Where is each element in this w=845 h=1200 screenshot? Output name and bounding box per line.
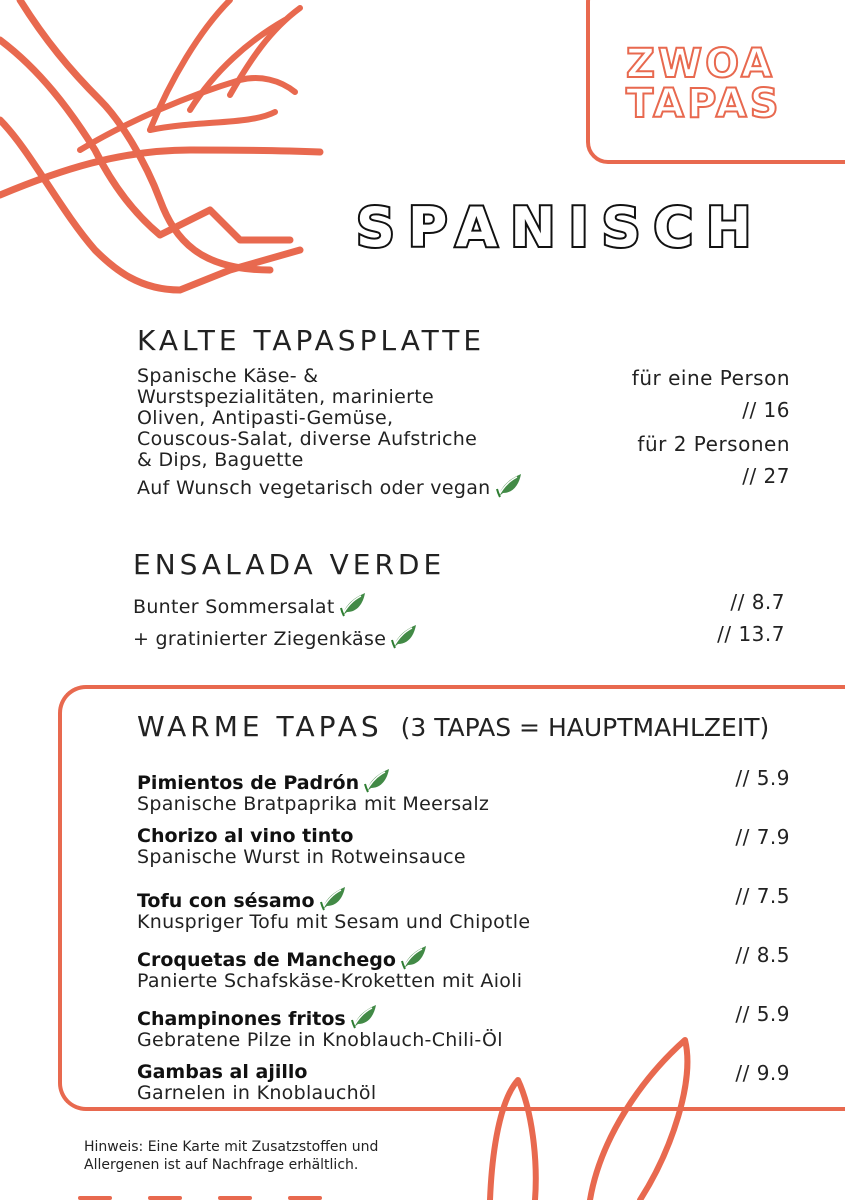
- kalte-desc-line: Couscous-Salat, diverse Aufstriche: [137, 428, 478, 450]
- item-description: Spanische Wurst in Rotweinsauce: [137, 846, 466, 868]
- item-name-text: Tofu con sésamo: [137, 890, 315, 912]
- item-name: Chorizo al vino tinto: [137, 825, 354, 847]
- kalte-desc-line: Wurstspezialitäten, marinierte: [137, 386, 434, 408]
- menu-item: [137, 943, 522, 992]
- kalte-price-2: // 27: [742, 464, 790, 488]
- item-description: Gebratene Pilze in Knoblauch-Chili-Öl: [137, 1029, 503, 1051]
- menu-item: [137, 825, 466, 868]
- item-description: Knuspriger Tofu mit Sesam und Chipotle: [137, 911, 531, 933]
- kalte-vegan-note: Auf Wunsch vegetarisch oder vegan: [137, 477, 491, 499]
- leaf-icon: [495, 471, 523, 499]
- item-name: Bunter Sommersalat: [133, 596, 335, 618]
- warme-subheading: (3 TAPAS = HAUPTMAHLZEIT): [400, 713, 770, 742]
- item-name: [137, 766, 489, 794]
- page-title: SPANISCH: [356, 196, 765, 259]
- leaf-icon: [339, 590, 367, 618]
- logo-line-2: TAPAS: [626, 81, 782, 127]
- kalte-price-1: // 16: [742, 398, 790, 422]
- kalte-price-label-1: für eine Person: [631, 366, 790, 390]
- kalte-description: [137, 366, 523, 499]
- warme-heading: WARME TAPAS: [137, 710, 383, 743]
- menu-item: [137, 884, 530, 933]
- item-price: // 9.9: [735, 1061, 790, 1085]
- item-price: // 7.9: [735, 825, 790, 849]
- section-heading-kalte: KALTE TAPASPLATTE: [137, 324, 486, 357]
- hint-line-2: Allergenen ist auf Nachfrage erhältlich.: [84, 1157, 359, 1173]
- kalte-desc-line: [137, 471, 523, 499]
- item-name: [137, 884, 530, 912]
- item-description: Garnelen in Knoblauchöl: [137, 1082, 377, 1104]
- item-price: // 5.9: [735, 766, 790, 790]
- menu-item: [137, 766, 489, 815]
- item-name-text: Champinones fritos: [137, 1008, 346, 1030]
- section-heading-warme: [137, 710, 769, 745]
- menu-item: [137, 1061, 376, 1104]
- kalte-desc-line: Spanische Käse- &: [137, 365, 319, 387]
- item-price: // 8.7: [730, 590, 785, 614]
- item-price: // 5.9: [735, 1002, 790, 1026]
- kalte-price-label-2: für 2 Personen: [637, 432, 790, 456]
- kalte-desc-line: & Dips, Baguette: [137, 449, 304, 471]
- menu-item: [137, 1002, 503, 1051]
- item-name: Gambas al ajillo: [137, 1061, 308, 1083]
- hint-line-1: Hinweis: Eine Karte mit Zusatzstoffen und: [84, 1139, 379, 1155]
- logo-line-1: ZWOA: [626, 41, 776, 87]
- item-price: // 13.7: [717, 622, 785, 646]
- leaf-icon: [363, 766, 391, 794]
- item-name: [137, 943, 522, 971]
- item-price: // 7.5: [735, 884, 790, 908]
- item-name-text: Pimientos de Padrón: [137, 772, 360, 794]
- item-name: + gratinierter Ziegenkäse: [133, 628, 387, 650]
- allergen-hint: [84, 1138, 378, 1174]
- item-name: [137, 1002, 503, 1030]
- item-price: // 8.5: [735, 943, 790, 967]
- leaf-icon: [390, 622, 418, 650]
- item-description: Panierte Schafskäse-Kroketten mit Aioli: [137, 970, 523, 992]
- kalte-desc-line: Oliven, Antipasti-Gemüse,: [137, 407, 394, 429]
- item-name-text: Croquetas de Manchego: [137, 949, 396, 971]
- leaf-icon: [319, 884, 347, 912]
- section-heading-ensalada: ENSALADA VERDE: [133, 548, 446, 581]
- leaf-icon: [400, 943, 428, 971]
- list-item: [133, 622, 418, 650]
- item-description: Spanische Bratpaprika mit Meersalz: [137, 793, 490, 815]
- leaf-icon: [350, 1002, 378, 1030]
- list-item: [133, 590, 367, 618]
